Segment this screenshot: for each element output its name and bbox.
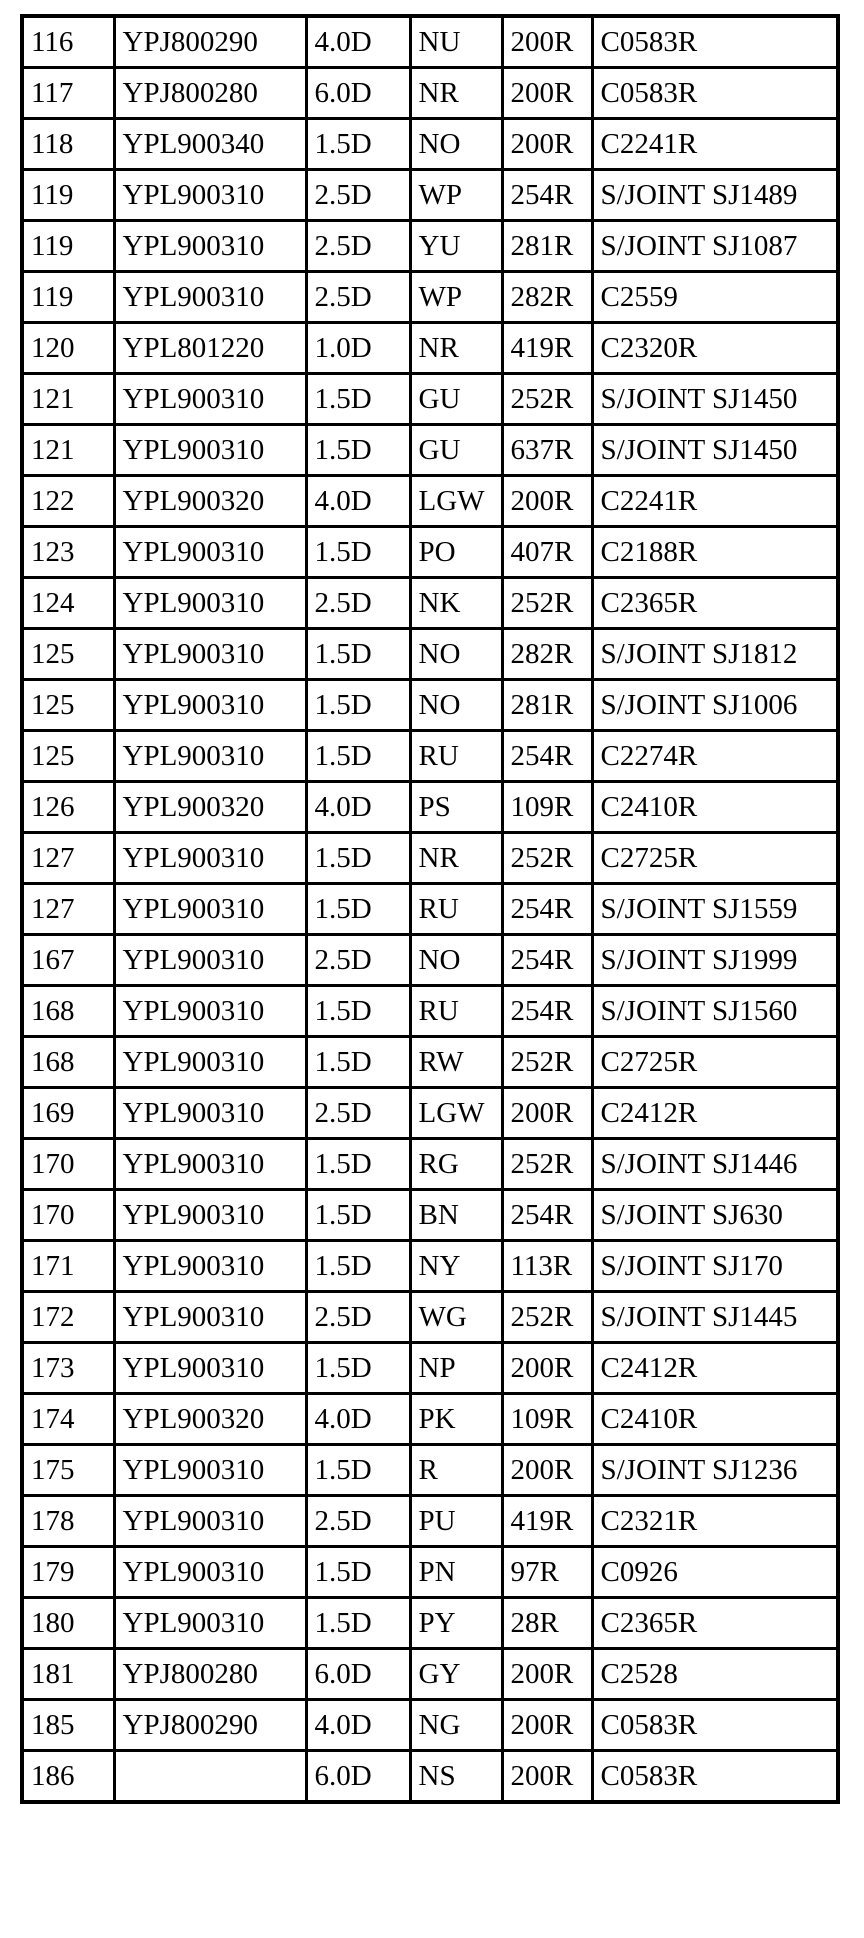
part-number-cell: YPL900310	[114, 986, 306, 1037]
part-number-cell: YPL900320	[114, 782, 306, 833]
part-number-cell: YPJ800280	[114, 1649, 306, 1700]
connection-cell: C2320R	[592, 323, 838, 374]
connection-cell: C2412R	[592, 1343, 838, 1394]
wire-size-cell: 6.0D	[306, 1649, 410, 1700]
wire-color-cell: RG	[410, 1139, 502, 1190]
table-row	[22, 1496, 838, 1547]
table-row	[22, 476, 838, 527]
connection-cell: C2725R	[592, 1037, 838, 1088]
part-number-cell: YPL900310	[114, 1037, 306, 1088]
wire-color-cell: NG	[410, 1700, 502, 1751]
wire-color-cell: WP	[410, 272, 502, 323]
wire-color-cell: GU	[410, 374, 502, 425]
wire-number-cell: 169	[22, 1088, 114, 1139]
wire-color-cell: NR	[410, 833, 502, 884]
table-row	[22, 782, 838, 833]
part-number-cell: YPL900310	[114, 221, 306, 272]
wire-color-cell: WG	[410, 1292, 502, 1343]
wire-color-cell: NR	[410, 68, 502, 119]
table-row	[22, 833, 838, 884]
wire-number-cell: 185	[22, 1700, 114, 1751]
part-number-cell: YPL900310	[114, 884, 306, 935]
wire-number-cell: 175	[22, 1445, 114, 1496]
connection-cell: C2365R	[592, 578, 838, 629]
connection-cell: C0926	[592, 1547, 838, 1598]
part-number-cell: YPL900310	[114, 425, 306, 476]
part-number-cell	[114, 1751, 306, 1803]
table-row	[22, 1037, 838, 1088]
wire-size-cell: 1.5D	[306, 1139, 410, 1190]
length-cell: 28R	[502, 1598, 592, 1649]
wire-number-cell: 179	[22, 1547, 114, 1598]
wire-size-cell: 1.5D	[306, 1037, 410, 1088]
connection-cell: C2410R	[592, 1394, 838, 1445]
part-number-cell: YPL900310	[114, 578, 306, 629]
part-number-cell: YPL900310	[114, 731, 306, 782]
wire-size-cell: 1.5D	[306, 1598, 410, 1649]
wire-number-cell: 119	[22, 170, 114, 221]
wire-number-cell: 171	[22, 1241, 114, 1292]
table-row	[22, 1088, 838, 1139]
connection-cell: C0583R	[592, 68, 838, 119]
table-row	[22, 1343, 838, 1394]
part-number-cell: YPL900320	[114, 476, 306, 527]
wire-number-cell: 117	[22, 68, 114, 119]
part-number-cell: YPL900310	[114, 1445, 306, 1496]
wire-color-cell: PY	[410, 1598, 502, 1649]
part-number-cell: YPL900310	[114, 527, 306, 578]
wire-size-cell: 4.0D	[306, 782, 410, 833]
connection-cell: C0583R	[592, 1751, 838, 1803]
wire-color-cell: PK	[410, 1394, 502, 1445]
wire-size-cell: 1.5D	[306, 527, 410, 578]
wire-color-cell: PS	[410, 782, 502, 833]
part-number-cell: YPL900310	[114, 1496, 306, 1547]
wire-number-cell: 178	[22, 1496, 114, 1547]
connection-cell: C2559	[592, 272, 838, 323]
wire-color-cell: YU	[410, 221, 502, 272]
table-row	[22, 170, 838, 221]
wire-size-cell: 1.5D	[306, 731, 410, 782]
part-number-cell: YPJ800290	[114, 16, 306, 68]
wire-color-cell: PO	[410, 527, 502, 578]
length-cell: 109R	[502, 1394, 592, 1445]
wire-number-cell: 119	[22, 272, 114, 323]
wire-size-cell: 1.5D	[306, 1241, 410, 1292]
wire-size-cell: 1.5D	[306, 680, 410, 731]
length-cell: 282R	[502, 272, 592, 323]
length-cell: 200R	[502, 68, 592, 119]
wire-color-cell: NO	[410, 119, 502, 170]
wire-size-cell: 2.5D	[306, 221, 410, 272]
part-number-cell: YPL900310	[114, 1241, 306, 1292]
wire-color-cell: RU	[410, 731, 502, 782]
connection-cell: C2188R	[592, 527, 838, 578]
part-number-cell: YPL900310	[114, 1292, 306, 1343]
connection-cell: S/JOINT SJ1450	[592, 425, 838, 476]
length-cell: 252R	[502, 1139, 592, 1190]
connection-cell: C2241R	[592, 119, 838, 170]
wire-color-cell: NU	[410, 16, 502, 68]
wire-size-cell: 2.5D	[306, 578, 410, 629]
wire-size-cell: 1.0D	[306, 323, 410, 374]
part-number-cell: YPL900340	[114, 119, 306, 170]
part-number-cell: YPL900310	[114, 1139, 306, 1190]
wire-size-cell: 1.5D	[306, 1190, 410, 1241]
length-cell: 200R	[502, 1751, 592, 1803]
part-number-cell: YPL900310	[114, 1343, 306, 1394]
length-cell: 252R	[502, 374, 592, 425]
part-number-cell: YPL900310	[114, 1547, 306, 1598]
wire-number-cell: 126	[22, 782, 114, 833]
table-row	[22, 1190, 838, 1241]
part-number-cell: YPL900320	[114, 1394, 306, 1445]
wire-number-cell: 186	[22, 1751, 114, 1803]
length-cell: 254R	[502, 935, 592, 986]
length-cell: 281R	[502, 680, 592, 731]
part-number-cell: YPL900310	[114, 374, 306, 425]
length-cell: 252R	[502, 1037, 592, 1088]
table-row	[22, 731, 838, 782]
table-row	[22, 323, 838, 374]
length-cell: 407R	[502, 527, 592, 578]
table-row	[22, 986, 838, 1037]
connection-cell: C2528	[592, 1649, 838, 1700]
table-row	[22, 1292, 838, 1343]
connection-cell: S/JOINT SJ1489	[592, 170, 838, 221]
length-cell: 254R	[502, 986, 592, 1037]
connection-cell: C2241R	[592, 476, 838, 527]
length-cell: 109R	[502, 782, 592, 833]
wire-color-cell: WP	[410, 170, 502, 221]
part-number-cell: YPJ800290	[114, 1700, 306, 1751]
wire-color-cell: LGW	[410, 1088, 502, 1139]
length-cell: 200R	[502, 1343, 592, 1394]
wire-color-cell: NY	[410, 1241, 502, 1292]
wire-color-cell: RW	[410, 1037, 502, 1088]
table-row	[22, 221, 838, 272]
table-row	[22, 629, 838, 680]
wire-color-cell: NO	[410, 680, 502, 731]
table-row	[22, 1445, 838, 1496]
length-cell: 254R	[502, 1190, 592, 1241]
wire-size-cell: 1.5D	[306, 833, 410, 884]
length-cell: 200R	[502, 119, 592, 170]
table-row	[22, 935, 838, 986]
wire-color-cell: GY	[410, 1649, 502, 1700]
connection-cell: S/JOINT SJ630	[592, 1190, 838, 1241]
part-number-cell: YPL900310	[114, 833, 306, 884]
length-cell: 113R	[502, 1241, 592, 1292]
wire-color-cell: PU	[410, 1496, 502, 1547]
wire-size-cell: 4.0D	[306, 16, 410, 68]
connection-cell: C0583R	[592, 16, 838, 68]
wire-number-cell: 118	[22, 119, 114, 170]
connection-cell: S/JOINT SJ1445	[592, 1292, 838, 1343]
wire-size-cell: 4.0D	[306, 1394, 410, 1445]
wire-number-cell: 125	[22, 731, 114, 782]
wire-color-cell: GU	[410, 425, 502, 476]
connection-cell: C0583R	[592, 1700, 838, 1751]
wire-number-cell: 121	[22, 425, 114, 476]
wire-color-cell: BN	[410, 1190, 502, 1241]
wire-number-cell: 168	[22, 986, 114, 1037]
wire-number-cell: 125	[22, 680, 114, 731]
wire-number-cell: 122	[22, 476, 114, 527]
wire-number-cell: 172	[22, 1292, 114, 1343]
wire-size-cell: 2.5D	[306, 272, 410, 323]
wire-number-cell: 174	[22, 1394, 114, 1445]
length-cell: 97R	[502, 1547, 592, 1598]
table-row	[22, 1649, 838, 1700]
wire-size-cell: 1.5D	[306, 1547, 410, 1598]
wire-number-cell: 181	[22, 1649, 114, 1700]
length-cell: 254R	[502, 884, 592, 935]
part-number-cell: YPL900310	[114, 170, 306, 221]
connection-cell: S/JOINT SJ1236	[592, 1445, 838, 1496]
connection-cell: S/JOINT SJ1450	[592, 374, 838, 425]
wire-number-cell: 170	[22, 1139, 114, 1190]
part-number-cell: YPL900310	[114, 1088, 306, 1139]
length-cell: 254R	[502, 170, 592, 221]
wire-number-cell: 123	[22, 527, 114, 578]
wire-size-cell: 2.5D	[306, 935, 410, 986]
connection-cell: S/JOINT SJ170	[592, 1241, 838, 1292]
wire-number-cell: 125	[22, 629, 114, 680]
length-cell: 254R	[502, 731, 592, 782]
wire-color-cell: RU	[410, 986, 502, 1037]
wire-number-cell: 127	[22, 884, 114, 935]
wire-color-cell: NO	[410, 935, 502, 986]
part-number-cell: YPL900310	[114, 1598, 306, 1649]
length-cell: 252R	[502, 578, 592, 629]
connection-cell: C2274R	[592, 731, 838, 782]
connection-cell: C2365R	[592, 1598, 838, 1649]
connection-cell: C2321R	[592, 1496, 838, 1547]
table-row	[22, 16, 838, 68]
wire-size-cell: 1.5D	[306, 884, 410, 935]
wire-size-cell: 6.0D	[306, 68, 410, 119]
wire-size-cell: 1.5D	[306, 425, 410, 476]
table-row	[22, 119, 838, 170]
wire-color-cell: RU	[410, 884, 502, 935]
length-cell: 200R	[502, 1700, 592, 1751]
wire-size-cell: 2.5D	[306, 1496, 410, 1547]
wire-number-cell: 124	[22, 578, 114, 629]
wire-color-cell: NP	[410, 1343, 502, 1394]
part-number-cell: YPL900310	[114, 935, 306, 986]
wire-number-cell: 170	[22, 1190, 114, 1241]
wire-color-cell: LGW	[410, 476, 502, 527]
length-cell: 252R	[502, 1292, 592, 1343]
part-number-cell: YPL900310	[114, 629, 306, 680]
connection-cell: S/JOINT SJ1812	[592, 629, 838, 680]
part-number-cell: YPL900310	[114, 272, 306, 323]
wire-color-cell: NS	[410, 1751, 502, 1803]
table-row	[22, 1700, 838, 1751]
part-number-cell: YPL801220	[114, 323, 306, 374]
length-cell: 252R	[502, 833, 592, 884]
wire-color-cell: NR	[410, 323, 502, 374]
wire-size-cell: 6.0D	[306, 1751, 410, 1803]
wire-color-cell: NO	[410, 629, 502, 680]
connection-cell: S/JOINT SJ1087	[592, 221, 838, 272]
table-row	[22, 680, 838, 731]
wire-number-cell: 167	[22, 935, 114, 986]
wire-number-cell: 173	[22, 1343, 114, 1394]
connection-cell: S/JOINT SJ1560	[592, 986, 838, 1037]
table-row	[22, 1241, 838, 1292]
wire-size-cell: 1.5D	[306, 1343, 410, 1394]
wire-number-cell: 121	[22, 374, 114, 425]
length-cell: 282R	[502, 629, 592, 680]
wire-size-cell: 2.5D	[306, 1088, 410, 1139]
wire-number-cell: 120	[22, 323, 114, 374]
table-row	[22, 425, 838, 476]
wire-color-cell: NK	[410, 578, 502, 629]
wire-size-cell: 4.0D	[306, 476, 410, 527]
wire-size-cell: 1.5D	[306, 119, 410, 170]
length-cell: 200R	[502, 1649, 592, 1700]
part-number-cell: YPL900310	[114, 680, 306, 731]
length-cell: 281R	[502, 221, 592, 272]
table-row	[22, 527, 838, 578]
length-cell: 637R	[502, 425, 592, 476]
length-cell: 200R	[502, 16, 592, 68]
table-row	[22, 68, 838, 119]
connection-cell: S/JOINT SJ1006	[592, 680, 838, 731]
table-row	[22, 1547, 838, 1598]
table-row	[22, 1394, 838, 1445]
wire-size-cell: 1.5D	[306, 374, 410, 425]
connection-cell: S/JOINT SJ1559	[592, 884, 838, 935]
table-row	[22, 272, 838, 323]
wire-table	[20, 14, 840, 1804]
connection-cell: C2410R	[592, 782, 838, 833]
wire-size-cell: 4.0D	[306, 1700, 410, 1751]
length-cell: 419R	[502, 1496, 592, 1547]
wire-size-cell: 1.5D	[306, 629, 410, 680]
length-cell: 419R	[502, 323, 592, 374]
length-cell: 200R	[502, 1088, 592, 1139]
wire-color-cell: R	[410, 1445, 502, 1496]
wire-color-cell: PN	[410, 1547, 502, 1598]
table-row	[22, 374, 838, 425]
table-row	[22, 578, 838, 629]
wire-size-cell: 2.5D	[306, 170, 410, 221]
table-row	[22, 1598, 838, 1649]
wire-number-cell: 168	[22, 1037, 114, 1088]
wire-number-cell: 116	[22, 16, 114, 68]
wire-number-cell: 180	[22, 1598, 114, 1649]
connection-cell: S/JOINT SJ1999	[592, 935, 838, 986]
part-number-cell: YPL900310	[114, 1190, 306, 1241]
connection-cell: C2412R	[592, 1088, 838, 1139]
part-number-cell: YPJ800280	[114, 68, 306, 119]
length-cell: 200R	[502, 476, 592, 527]
wire-number-cell: 119	[22, 221, 114, 272]
connection-cell: C2725R	[592, 833, 838, 884]
table-row	[22, 1139, 838, 1190]
wire-size-cell: 1.5D	[306, 1445, 410, 1496]
connection-cell: S/JOINT SJ1446	[592, 1139, 838, 1190]
wire-size-cell: 1.5D	[306, 986, 410, 1037]
wire-number-cell: 127	[22, 833, 114, 884]
length-cell: 200R	[502, 1445, 592, 1496]
wire-size-cell: 2.5D	[306, 1292, 410, 1343]
table-row	[22, 1751, 838, 1803]
wire-table-body	[22, 16, 838, 1802]
table-row	[22, 884, 838, 935]
